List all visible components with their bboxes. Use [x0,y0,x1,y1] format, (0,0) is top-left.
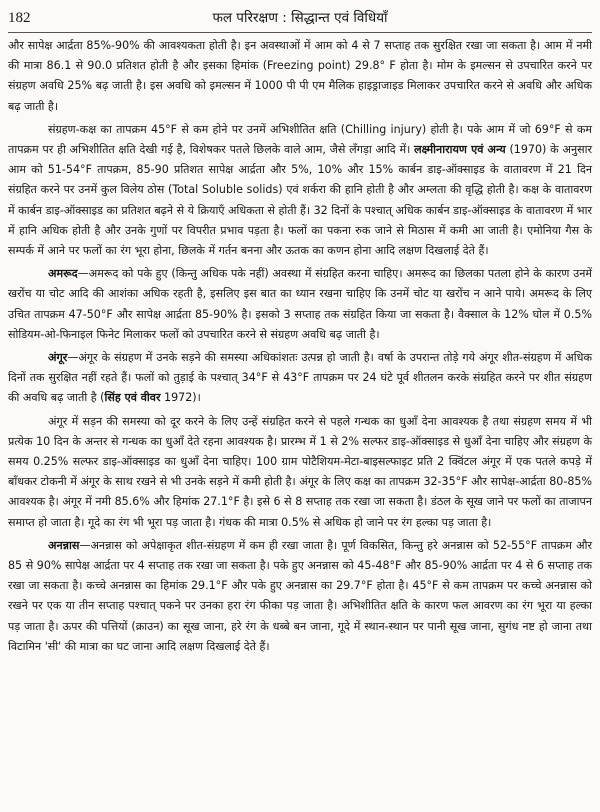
paragraph-text: संग्रहण-कक्ष का तापक्रम 45°F से कम होने पर उनमें अभिशीतित क्षति (Chilling injury) होती है। पके आम में जो 69°F से कम तापक्रम पर ही अभिशीतित क्षति देखी गई है, विशेषकर पतले छिलके वाले आम, जैसे लँगड़ा आदि में। [8,122,592,157]
bold-heading-text: सिंह एवं वीवर [104,391,161,405]
running-title: फल परिरक्षण : सिद्धान्त एवं विधियाँ [212,10,388,26]
paragraph [8,36,592,117]
paragraph-text: अंगूर में सड़न की समस्या को दूर करने के लिए उन्हें संग्रहित करने से पहले गन्धक का धुआँ देना आवश्यक है तथा संग्रहण समय में भी प्रत्येक 10 दिन के अन्तर से गन्धक का धुआँ देते रहना आवश्यक है। प्रारम्भ में 1 से 2% सल्फर डाइ-ऑक्साइड से धुआँ देना चाहिए और संग्रहण के समय 0.25% सल्फर डाइ-ऑक्साइड का धुआँ देना चाहिए। 100 ग्राम पोटैशियम-मेटा-बाइसल्फाइट प्रति 2 क्विंटल अंगूर में एक पतले कपड़े में बाँधकर टोकनी में अंगूर के साथ रखने से भी उनके सड़ने में कमी होती है। अंगूर के लिए कक्ष का तापक्रम 32-35°F और सापेक्ष-आर्द्रता 80-85% आवश्यक है। अंगूर में नमी 85.6% और हिमांक 27.1°F है। इसे 6 से 8 सप्ताह तक रखा जा सकता है। डंठल के सूख जाने पर फलों का ताजापन समाप्त हो जाता है। गूदे का रंग भी भूरा पड़ जाता है। गंधक की मात्रा 0.5% से अधिक हो जाने पर रंग हल्का पड़ जाता है। [8,414,592,529]
bold-heading-text: लक्ष्मीनारायण एवं अन्य [414,143,506,157]
bold-heading-text: अनन्नास [48,538,80,552]
page-number: 182 [8,10,31,26]
paragraph-text: —अनन्नास को अपेक्षाकृत शीत-संग्रहण में कम ही रखा जाता है। पूर्ण विकसित, किन्तु हरे अनन्नास को 52-55°F तापक्रम और 85 से 90% सापेक्ष आर्द्रता पर 4 सप्ताह तक रखा जा सकता है। पके हुए अनन्नास को 45-48°F और 85-90% आर्द्रता पर 4 से 6 सप्ताह तक रखा जा सकता है। कच्चे अनन्नास का हिमांक 29.1°F और पके हुए अनन्नास का 29.7°F होता है। 45°F से कम तापक्रम पर कच्चे अनन्नास को रखने पर एक या तीन सप्ताह पश्चात् पकने पर उनका हरा रंग फीका पड़ जाता है। अभिशीतित क्षति के कारण फल आवरण का रंग भूरा या हल्का पड़ जाता है। ऊपर की पत्तियों (क्राउन) का सूख जाना, हरे रंग के धब्बे बन जाना, गूदे में स्थान-स्थान पर पानी सूख जाना, सुगंध नष्ट हो जाना तथा विटामिन 'सी' की मात्रा का घट जाना आदि लक्षण दिखलाई देते हैं। [8,538,592,653]
bold-heading-text: अमरूद [48,267,78,281]
paragraph-text: —अमरूद को पके हुए (किन्तु अधिक पके नहीं) अवस्था में संग्रहित करना चाहिए। अमरूद का छिलका पतला होने के कारण उनमें खरोंच या चोट आदि की आशंका अधिक रहती है, इसलिए इस बात का ध्यान रखना चाहिए कि उनमें चोट या खरोंच न आने पाये। अमरूद के लिए उचित तापक्रम 47-50°F और सापेक्ष आर्द्रता 85-90% है। इसको 3 सप्ताह तक संग्रहित किया जा सकता है। वैक्साल के 12% घोल में 0.5% सोडियम-ओ-फिनाइल फिनेट मिलाकर फलों को उपचारित करने से संग्रहण अवधि बढ़ जाती है। [8,267,592,341]
body-text [8,36,592,657]
paragraph [8,264,592,345]
paragraph-text: और सापेक्ष आर्द्रता 85%-90% की आवश्यकता होती है। इन अवस्थाओं में आम को 4 से 7 सप्ताह तक सुरक्षित रखा जा सकता है। आम में नमी की मात्रा 86.1 से 90.0 प्रतिशत होती है और इसका हिमांक (Freezing point) 29.8° F होता है। मोम के इमल्सन से उपचारित करने पर संग्रहण अवधि 25% बढ़ जाती है। इस अवधि को इमल्सन में 1000 पी पी एम मैलिक हाइड्राजाइड मिलाकर उपचारित करने से अवधि और अधिक बढ़ जाती है। [8,39,592,113]
bold-heading-text: अंगूर [48,351,68,365]
paragraph-text: —अंगूर के संग्रहण में उनके सड़ने की समस्या अधिकांशतः उत्पन्न हो जाती है। वर्षा के उपरान्त तोड़े गये अंगूर शीत-संग्रहण में अधिक दिनों तक सुरक्षित नहीं रहते हैं। फलों को तुड़ाई के पश्चात् 34°F से 43°F तापक्रम पर 24 घंटे पूर्व शीतलन करके संग्रहित करने पर शीत संग्रहण की अवधि बढ़ जाती है ( [8,351,592,405]
paragraph [8,536,592,657]
page-header [8,8,592,33]
paragraph [8,120,592,261]
paragraph [8,348,592,409]
paragraph-text: 1972)। [160,391,201,405]
paragraph [8,412,592,533]
paragraph-text: (1970) के अनुसार आम को 51-54°F तापक्रम, 85-90 प्रतिशत सापेक्ष आर्द्रता और 5%, 10% और 15% कार्बन डाइ-ऑक्साइड के वातावरण में 21 दिन संग्रहित करने पर उनमें कुल विलेय ठोस (Total Soluble solids) एवं शर्करा की हानि होती है और अम्लता की वृद्धि होती है। कक्ष के वातावरण में कार्बन डाइ-ऑक्साइड का प्रतिशत बढ़ने से ये क्रियाएँ अधिकता से होती हैं। 32 दिनों के पश्चात् अधिक कार्बन डाइ-ऑक्साइड के वातावरण में भार में हानि अधिक होती है और उनके गुणों पर विपरीत प्रभाव पड़ता है। फलों का पकना रुक जाने से मिठास में कमी आ जाती है। एमोनिया गैस के सम्पर्क में आने पर फलों का रंग भूरा होना, छिलके में गर्तन बनना और ऊतक का कणन होना आदि लक्षण दिखलाई देते हैं। [8,143,593,258]
